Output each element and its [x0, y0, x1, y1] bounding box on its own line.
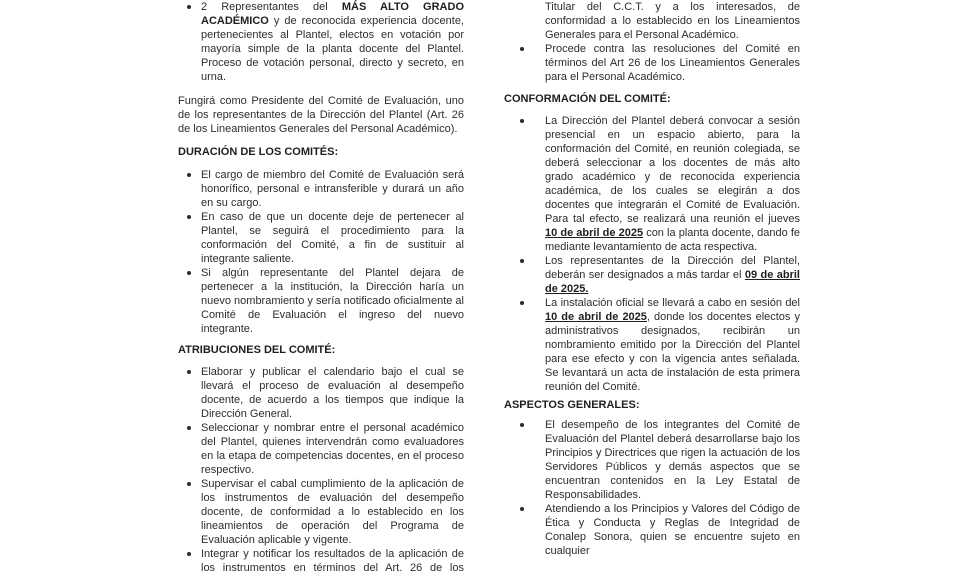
- text-run: y de reconocida experiencia docente, pertenecientes al Plantel, electos en votación por mayoría simple de la planta docente del Plantel. Proceso de votación personal, directo y secreto, en urna.: [201, 15, 464, 83]
- list-item-truncated: Atendiendo a los Principios y Valores del Código de Ética y Conducta y Reglas de Integridad de Conalep Sonora, quien se encuentre sujeto en cualquier: [504, 502, 800, 558]
- list-item: En caso de que un docente deje de pertenecer al Plantel, se seguirá el procedimiento para la conformación del Comité, a fin de sustituir al integrante saliente.: [178, 210, 464, 266]
- list-aspectos: [504, 418, 800, 558]
- continuation-paragraph: Titular del C.C.T. y a los interesados, de conformidad a lo establecido en los Lineamientos Generales para el Personal Académico.: [545, 1, 800, 41]
- list-item: [504, 296, 800, 394]
- list-item-truncated: Integrar y notificar los resultados de la aplicación de los instrumentos en términos del Art. 26 de los: [178, 547, 464, 575]
- list-item: [504, 254, 800, 296]
- heading-aspectos-generales: ASPECTOS GENERALES:: [504, 399, 640, 411]
- text-run: 2 Representantes del: [201, 1, 342, 13]
- heading-atribuciones-comite: ATRIBUCIONES DEL COMITÉ:: [178, 344, 336, 356]
- list-item: El cargo de miembro del Comité de Evaluación será honorífico, personal e intransferible y durará un año en su cargo.: [178, 168, 464, 210]
- list-conformacion: [504, 114, 800, 394]
- left-column: [178, 0, 464, 575]
- list-item: Elaborar y publicar el calendario bajo el cual se llevará el proceso de evaluación al desempeño docente, de acuerdo a los tiempos que indique la Dirección General.: [178, 365, 464, 421]
- list-atribuciones: [178, 365, 464, 575]
- text-run: La Dirección del Plantel deberá convocar a sesión presencial en un espacio abierto, para la conformación del Comité, en reunión colegiada, se deberá seleccionar a los docentes de más alto grado académico y de reconocida experiencia académica, de los cuales se elegirán a dos docentes que integrarán el Comité de Evaluación. Para tal efecto, se realizará una reunión el jueves: [545, 115, 800, 225]
- list-item: El desempeño de los integrantes del Comité de Evaluación del Plantel deberá desarrollarse bajo los Principios y Directrices que rigen la actuación de los Servidores Públicos y demás aspectos que se encuentran contenidos en la Ley Estatal de Responsabilidades.: [504, 418, 800, 502]
- list-item: Seleccionar y nombrar entre el personal académico del Plantel, quienes intervendrán como evaluadores en la etapa de competencias docentes, en el proceso respectivo.: [178, 421, 464, 477]
- text-run: , donde los docentes electos y administrativos designados, recibirán un nombramiento emitido por la Dirección del Plantel para ese efecto y con la vigencia antes señalada. Se levantará un acta de instalación de esta primera reunión del Comité.: [545, 311, 801, 393]
- text-run: La instalación oficial se llevará a cabo en sesión del: [545, 297, 800, 309]
- text-run: con la planta docente, dando fe mediante levantamiento de acta respectiva.: [545, 227, 800, 253]
- text-run: Los representantes de la Dirección del Plantel, deberán ser designados a más tardar el: [545, 255, 800, 281]
- list-item: Si algún representante del Plantel dejara de pertenecer a la institución, la Dirección haría un nuevo nombramiento y sería notificado oficialmente al Comité de Evaluación el ingreso del nuevo integrante.: [178, 266, 464, 336]
- date-emphasis: 10 de abril de 2025: [545, 227, 644, 239]
- right-column: [504, 0, 800, 558]
- heading-duracion-comites: DURACIÓN DE LOS COMITÉS:: [178, 146, 339, 158]
- list-duracion: [178, 168, 464, 336]
- bold-text: MÁS ALTO GRADO ACADÉMICO: [201, 1, 464, 27]
- list-item: [504, 114, 800, 254]
- heading-conformacion-comite: CONFORMACIÓN DEL COMITÉ:: [504, 93, 671, 105]
- list-item: Supervisar el cabal cumplimiento de la aplicación de los instrumentos de evaluación del desempeño docente, de conformidad a lo establecido en los lineamientos de operación del Programa de Evaluación aplicable y vigente.: [178, 477, 464, 547]
- paragraph-presidente: Fungirá como Presidente del Comité de Evaluación, uno de los representantes de la Dirección del Plantel (Art. 26 de los Lineamientos Generales del Personal Académico).: [178, 95, 464, 135]
- date-emphasis: 09 de abril de 2025.: [545, 269, 800, 295]
- list-item-representantes: [178, 0, 464, 84]
- list-item-procede: Procede contra las resoluciones del Comité en términos del Art 26 de los Lineamientos Generales para el Personal Académico.: [504, 42, 800, 84]
- date-emphasis: 10 de abril de 2025: [545, 311, 647, 323]
